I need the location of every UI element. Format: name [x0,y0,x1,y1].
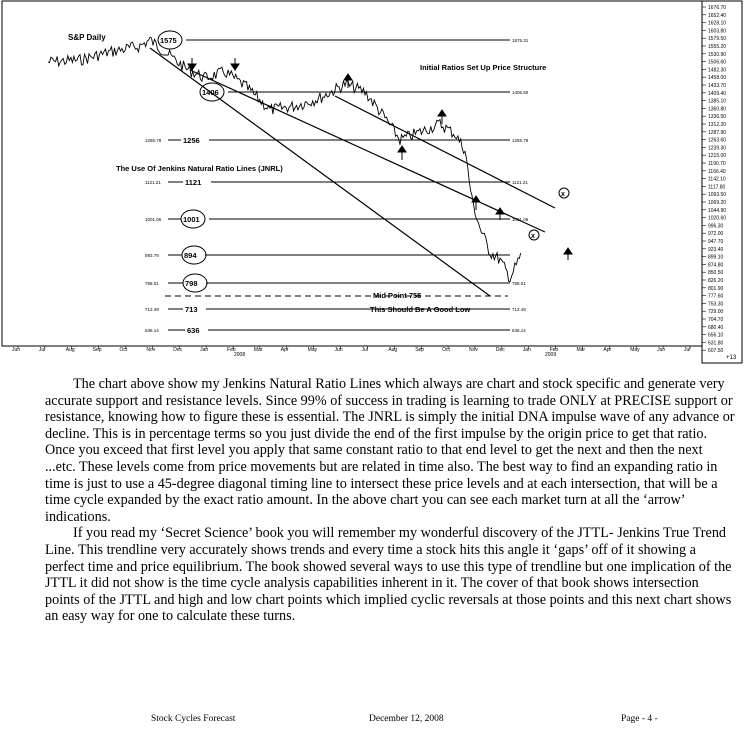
price-tick-label: 1312.20 [708,122,727,128]
level-right-value: 1255.79 [512,138,529,143]
level-left-value: 798.01 [145,281,159,286]
sp-daily-chart [0,0,744,365]
time-tick-label: Nov [468,347,478,353]
level-label: 1121 [185,178,202,187]
price-tick-label: 850.50 [708,270,724,277]
chart-caption: The Use Of Jenkins Natural Ratio Lines (JNRL) [116,164,283,173]
price-tick-label: 947.70 [708,239,724,245]
price-tick-label: 1385.10 [708,98,727,105]
level-left-value: 893.79 [145,253,159,258]
price-tick-label: 826.20 [708,278,724,284]
level-left-value: 1121.21 [145,180,161,185]
price-tick-label: 1482.30 [708,67,727,74]
corner-label: +13 [726,355,737,361]
price-tick-label: 1239.30 [708,145,727,152]
price-tick-label: 1603.80 [708,28,727,35]
time-tick-label: Mar [253,347,263,353]
price-tick-label: 631.80 [708,340,724,347]
time-tick-label: Jan [200,347,209,353]
price-tick-label: 729.00 [708,309,724,316]
level-label: 636 [187,326,200,335]
body-text [45,376,735,625]
time-tick-label: Feb [549,347,559,353]
price-tick-label: 1215.00 [708,153,727,160]
svg-text:x: x [531,233,535,240]
chart-title: S&P Daily [68,33,106,42]
midpoint-label: Mid Point 755 [373,291,422,300]
level-right-value: 712.49 [512,307,526,312]
time-tick-label: Apr [603,347,612,353]
level-right-value: 1001.06 [512,217,529,222]
price-tick-label: 874.80 [708,262,724,269]
price-tick-label: 996.30 [708,223,724,230]
price-tick-label: 1142.10 [708,176,726,183]
level-label: 798 [185,279,198,288]
price-tick-label: 1676.70 [708,5,727,11]
price-tick-label: 1458.00 [708,75,727,82]
level-left-value: 1255.79 [145,138,162,143]
footer-right: Page - 4 - [621,714,658,724]
price-tick-label: 1117.80 [708,184,726,191]
level-label: 1575 [160,36,177,45]
price-tick-label: 1069.20 [708,200,727,206]
time-tick-label: Aug [65,347,75,353]
time-tick-label: Dec [173,347,183,353]
price-tick-label: 899.10 [708,254,724,261]
level-left-value: 1001.06 [145,217,162,222]
price-tick-label: 607.50 [708,348,724,355]
price-tick-label: 1020.60 [708,215,727,222]
price-tick-label: 1530.90 [708,51,727,58]
price-tick-label: 777.60 [708,293,724,300]
level-label: 894 [184,251,197,260]
price-tick-label: 656.10 [708,332,724,339]
price-tick-label: 680.40 [708,324,724,331]
time-tick-label: Nov [146,347,156,353]
level-right-value: 1121.21 [512,180,528,185]
price-tick-label: 801.90 [708,285,724,292]
price-tick-label: 1093.50 [708,192,727,199]
year-label-2008: 2008 [234,352,246,358]
time-tick-label: Jul [684,347,691,353]
price-tick-label: 1287.90 [708,129,727,136]
level-label: 713 [185,305,198,314]
footer-left: Stock Cycles Forecast [151,714,236,724]
time-tick-label: Apr [280,347,289,353]
time-tick-label: Jun [12,347,21,353]
time-tick-label: Oct [442,347,450,353]
time-tick-label: Sep [92,347,102,353]
time-tick-label: Jul [38,347,46,353]
level-right-value: 1406.50 [512,90,529,95]
time-tick-label: Jun [657,347,666,353]
price-tick-label: 1506.60 [708,59,727,66]
paragraph-2: If you read my ‘Secret Science’ book you will remember my wonderful discovery of the JTTL- Jenkins True Trend Line. This trendline very accurately shows trends and every time a stock hits this angle it ‘gaps’ off of it showing a perfect time and price equilibrium. The book showed several ways to use this type of trendline but one implication of the JTTL it did not show is the time cycle analysis capabilities inherent in it. The cover of that book shows intersection points of the JTTL and high and low chart points which implied cyclic reversals at those points and this next chart shows an easy way for one to calculate these turns. [45,525,732,625]
time-tick-label: Mar [576,347,586,353]
time-axis [12,346,690,353]
price-tick-label: 1579.50 [708,36,727,43]
time-tick-label: Jan [522,347,531,353]
time-tick-label: Feb [227,347,236,353]
level-right-value: 1575.31 [512,38,529,43]
price-tick-label: 1433.70 [708,83,727,89]
year-label-2009: 2009 [545,352,557,358]
price-tick-label: 1652.40 [708,12,727,19]
price-tick-label: 923.40 [708,246,724,253]
level-label: 1406 [202,88,219,97]
time-tick-label: Jun [334,347,343,353]
time-tick-label: May [630,347,640,353]
price-tick-label: 1166.40 [708,168,726,175]
level-label: 1001 [183,215,200,224]
level-right-value: 798.01 [512,281,526,286]
price-tick-label: 1555.20 [708,44,727,50]
price-tick-label: 1190.70 [708,161,726,167]
price-tick-label: 1360.80 [708,106,727,113]
price-tick-label: 753.30 [708,301,724,308]
time-tick-label: Oct [119,347,128,353]
time-tick-label: Dec [495,347,505,353]
price-tick-label: 1044.90 [708,207,727,214]
price-tick-label: 1628.10 [708,20,727,27]
good-low-label: This Should Be A Good Low [370,305,471,314]
price-tick-label: 1263.60 [708,137,727,144]
time-tick-label: Sep [415,347,425,353]
level-left-value: 636.14 [145,328,159,333]
level-left-value: 712.49 [145,307,159,312]
price-tick-label: 1409.40 [708,90,727,97]
footer-center: December 12, 2008 [369,714,444,724]
price-tick-label: 704.70 [708,317,724,323]
price-tick-label: 972.00 [708,231,724,238]
paragraph-1: The chart above show my Jenkins Natural Ratio Lines which always are chart and stock specific and generate very accurate support and resistance levels. Since 99% of success in trading is learning to trade ONLY at PRECISE support or resistance, knowing how to figure these is essential. The JNRL is simply the initial DNA impulse wave of any advance or decline. This is in percentage terms so you just divide the end of the first impulse by the origin price to get that ratio. Once you exceed that first level you apply that same constant ratio to that end level to get the next and then the next ...etc. These levels come from price movements but are related in time also. The best way to find an expanding ratio in time is just to use a 45-degree diagonal timing line to intersect these price levels and at each intersection, that will be a time cycle expanded by the exact ratio amount. In the above chart you can see each market turn at all the ‘arrow’ indications. [45,376,735,525]
level-right-value: 636.14 [512,328,526,333]
time-tick-label: May [307,347,318,353]
svg-text:x: x [561,191,565,198]
time-tick-label: Aug [388,347,398,353]
price-tick-label: 1336.50 [708,114,727,121]
time-tick-label: Jul [361,347,368,353]
level-label: 1256 [183,136,200,145]
chart-subtitle: Initial Ratios Set Up Price Structure [420,63,547,72]
